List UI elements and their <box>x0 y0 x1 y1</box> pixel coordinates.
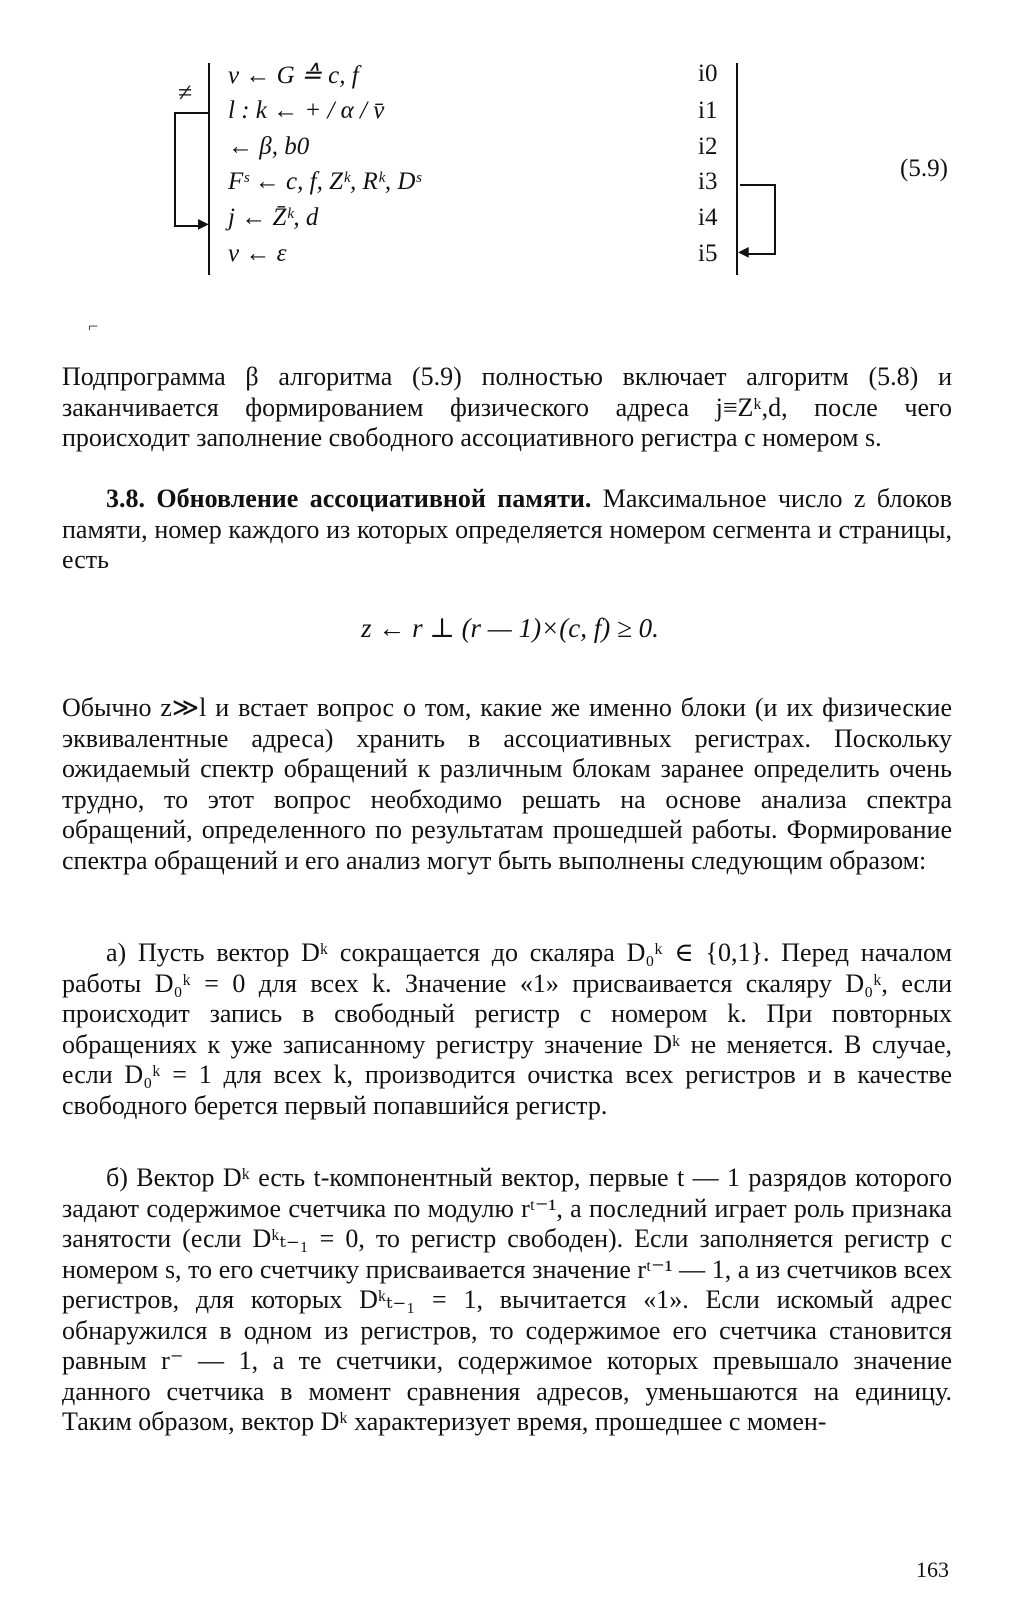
jump-top-line <box>740 184 776 186</box>
branch-top-line <box>174 112 208 114</box>
jump-bottom-line <box>748 253 776 255</box>
stray-mark-icon: ⌐ <box>88 316 99 336</box>
jump-arrow-icon: ◀ <box>738 245 749 260</box>
page-number: 163 <box>916 1557 949 1582</box>
algo-label-2: i2 <box>698 133 718 160</box>
algo-label-4: i4 <box>698 204 718 231</box>
algorithm-left-bar <box>208 63 210 275</box>
algorithm-block <box>0 0 1020 300</box>
paragraph-5-block <box>62 1163 952 1438</box>
branch-vertical-line <box>174 112 176 226</box>
paragraph-1: Подпрограмма β алгоритма (5.9) полностью включает алгоритм (5.8) и заканчивается формированием физического адреса j≡Zᵏ,d, после чего происходит заполнение свободного ассоциативного регистра с номером s. <box>62 362 952 452</box>
algo-line-5: v ← ε <box>228 240 287 267</box>
neq-symbol: ≠ <box>178 78 193 107</box>
paragraph-3: Обычно z≫l и встает вопрос о том, какие же именно блоки (и их физические эквивалентные адреса) хранить в ассоциативных регистрах. Поскольку ожидаемый спектр обращений к различным блокам заранее определить очень трудно, то этот вопрос необходимо решать на основе анализа спектра обращений, определенного по результатам прошедшей работы. Формирование спектра обращений и его анализ могут быть выполнены следующим образом: <box>62 693 952 875</box>
algo-label-0: i0 <box>698 60 718 87</box>
algo-line-1: l : k ← + / α / v̄ <box>228 97 385 124</box>
paragraph-2-block <box>62 484 952 576</box>
section-heading: 3.8. Обновление ассоциативной памяти. <box>106 484 592 513</box>
equation-number: (5.9) <box>900 155 948 182</box>
algo-label-1: i1 <box>698 97 718 124</box>
algo-line-0: v ← G ≙ c, f <box>228 62 359 89</box>
algo-line-2: ← β, b0 <box>228 133 310 160</box>
paragraph-2 <box>62 484 952 576</box>
paragraph-4-block <box>62 938 952 1121</box>
paragraph-3-block <box>62 693 952 876</box>
algo-label-5: i5 <box>698 240 718 267</box>
algo-line-3: Fˢ ← c, f, Zᵏ, Rᵏ, Dˢ <box>228 168 421 195</box>
jump-vertical-line <box>774 184 776 254</box>
section-body: Максимальное число z блоков памяти, номер каждого из которых определяется номером сегмента и страницы, есть <box>62 484 953 574</box>
paragraph-5: б) Вектор Dᵏ есть t-компонентный вектор, первые t — 1 разрядов которого задают содержимое счетчика по модулю rᵗ⁻¹, а последний играет роль признака занятости (если Dᵏₜ₋₁ = 0, то регистр свободен). Если заполняется регистр с номером s, то его счетчику присваивается значение rᵗ⁻¹ — 1, а из счетчиков всех регистров, для которых Dᵏₜ₋₁ = 1, вычитается «1». Если искомый адрес обнаружился в одном из регистров, то содержимое его счетчика становится равным r⁻ — 1, а те счетчики, содержимое которых превышало значение данного счетчика в момент сравнения адресов, уменьшаются на единицу. Таким образом, вектор Dᵏ характеризует время, прошедшее с момен- <box>62 1163 952 1436</box>
algo-line-4: j ← Z̄ᵏ, d <box>228 204 319 231</box>
algo-label-3: i3 <box>698 168 718 195</box>
branch-arrow-icon: ▶ <box>198 217 209 232</box>
paragraph-1-block <box>62 362 952 454</box>
paragraph-4: а) Пусть вектор Dᵏ сокращается до скаляра D₀ᵏ ∈ {0,1}. Перед началом работы D₀ᵏ = 0 для всех k. Значение «1» присваивается скаляру D₀ᵏ, если происходит запись в свободный регистр с номером k. При повторных обращениях к уже записанному регистру значение Dᵏ не меняется. В случае, если D₀ᵏ = 1 для всех k, производится очистка всех регистров и в качестве свободного берется первый попавшийся регистр. <box>62 938 952 1120</box>
formula-z: z ← r ⊥ (r — 1)×(c, f) ≥ 0. <box>361 613 659 643</box>
